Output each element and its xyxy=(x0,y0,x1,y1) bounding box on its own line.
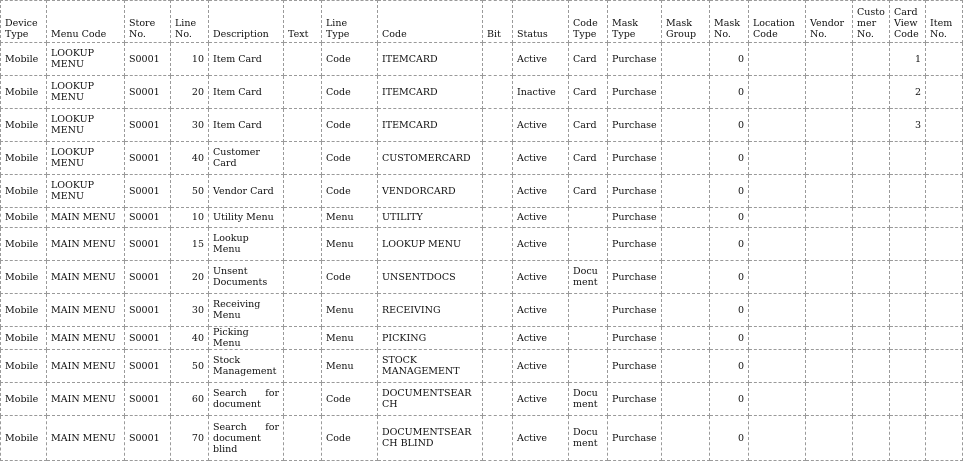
cell-code-type[interactable]: Document xyxy=(569,416,608,461)
cell-menu-code[interactable]: MAIN MENU xyxy=(47,383,125,416)
cell-item-no[interactable] xyxy=(926,383,963,416)
cell-code[interactable]: PICKING xyxy=(378,327,483,350)
col-header-line-type[interactable]: Line Type xyxy=(322,1,378,43)
cell-description[interactable]: Vendor Card xyxy=(209,175,284,208)
cell-description[interactable]: Customer Card xyxy=(209,142,284,175)
cell-mask-no[interactable]: 0 xyxy=(710,327,749,350)
header-row xyxy=(1,1,963,43)
cell-mask-group[interactable] xyxy=(662,327,710,350)
cell-device-type[interactable]: Mobile xyxy=(1,208,47,228)
col-header-mask-group[interactable]: Mask Group xyxy=(662,1,710,43)
cell-card-view-code[interactable] xyxy=(890,261,926,294)
cell-device-type[interactable]: Mobile xyxy=(1,350,47,383)
cell-line-no[interactable]: 40 xyxy=(171,327,209,350)
cell-line-type[interactable]: Menu xyxy=(322,208,378,228)
cell-mask-type[interactable]: Purchase xyxy=(608,76,662,109)
cell-mask-no[interactable]: 0 xyxy=(710,109,749,142)
cell-location-code[interactable] xyxy=(749,109,806,142)
cell-card-view-code[interactable] xyxy=(890,294,926,327)
cell-card-view-code[interactable] xyxy=(890,327,926,350)
cell-mask-type[interactable]: Purchase xyxy=(608,327,662,350)
cell-device-type[interactable]: Mobile xyxy=(1,76,47,109)
col-header-status[interactable]: Status xyxy=(513,1,569,43)
col-header-location-code[interactable]: Location Code xyxy=(749,1,806,43)
cell-line-no[interactable]: 20 xyxy=(171,76,209,109)
cell-customer-no[interactable] xyxy=(853,208,890,228)
col-header-vendor-no[interactable]: Vendor No. xyxy=(806,1,853,43)
cell-text[interactable] xyxy=(284,228,322,261)
cell-item-no[interactable] xyxy=(926,109,963,142)
cell-mask-type[interactable]: Purchase xyxy=(608,175,662,208)
cell-menu-code[interactable]: MAIN MENU xyxy=(47,228,125,261)
cell-card-view-code[interactable] xyxy=(890,383,926,416)
cell-item-no[interactable] xyxy=(926,208,963,228)
table-row[interactable] xyxy=(1,76,963,109)
cell-vendor-no[interactable] xyxy=(806,327,853,350)
cell-code-type[interactable] xyxy=(569,208,608,228)
cell-mask-no[interactable]: 0 xyxy=(710,208,749,228)
cell-code-type[interactable]: Card xyxy=(569,142,608,175)
cell-mask-group[interactable] xyxy=(662,228,710,261)
cell-item-no[interactable] xyxy=(926,327,963,350)
cell-store-no[interactable]: S0001 xyxy=(125,43,171,76)
cell-code-type[interactable]: Card xyxy=(569,76,608,109)
cell-device-type[interactable]: Mobile xyxy=(1,43,47,76)
cell-store-no[interactable]: S0001 xyxy=(125,228,171,261)
cell-code[interactable]: UTILITY xyxy=(378,208,483,228)
col-header-text[interactable]: Text xyxy=(284,1,322,43)
cell-status[interactable]: Active xyxy=(513,350,569,383)
cell-vendor-no[interactable] xyxy=(806,208,853,228)
cell-customer-no[interactable] xyxy=(853,228,890,261)
cell-status[interactable]: Active xyxy=(513,261,569,294)
cell-customer-no[interactable] xyxy=(853,350,890,383)
cell-device-type[interactable]: Mobile xyxy=(1,175,47,208)
cell-text[interactable] xyxy=(284,350,322,383)
cell-mask-group[interactable] xyxy=(662,76,710,109)
cell-customer-no[interactable] xyxy=(853,383,890,416)
cell-mask-type[interactable]: Purchase xyxy=(608,261,662,294)
cell-store-no[interactable]: S0001 xyxy=(125,327,171,350)
cell-status[interactable]: Active xyxy=(513,294,569,327)
cell-line-type[interactable]: Code xyxy=(322,43,378,76)
cell-status[interactable]: Active xyxy=(513,383,569,416)
cell-line-no[interactable]: 15 xyxy=(171,228,209,261)
cell-location-code[interactable] xyxy=(749,416,806,461)
cell-bit[interactable] xyxy=(483,175,513,208)
cell-menu-code[interactable]: MAIN MENU xyxy=(47,261,125,294)
cell-item-no[interactable] xyxy=(926,350,963,383)
cell-line-type[interactable]: Code xyxy=(322,109,378,142)
cell-store-no[interactable]: S0001 xyxy=(125,142,171,175)
cell-location-code[interactable] xyxy=(749,208,806,228)
cell-device-type[interactable]: Mobile xyxy=(1,416,47,461)
cell-customer-no[interactable] xyxy=(853,294,890,327)
cell-line-no[interactable]: 10 xyxy=(171,208,209,228)
col-header-item-no[interactable]: Item No. xyxy=(926,1,963,43)
cell-item-no[interactable] xyxy=(926,43,963,76)
cell-code[interactable]: DOCUMENTSEARCH BLIND xyxy=(378,416,483,461)
cell-store-no[interactable]: S0001 xyxy=(125,294,171,327)
cell-status[interactable]: Active xyxy=(513,416,569,461)
cell-line-type[interactable]: Code xyxy=(322,175,378,208)
col-header-description[interactable]: Description xyxy=(209,1,284,43)
cell-mask-group[interactable] xyxy=(662,109,710,142)
cell-location-code[interactable] xyxy=(749,142,806,175)
cell-line-type[interactable]: Code xyxy=(322,416,378,461)
cell-store-no[interactable]: S0001 xyxy=(125,416,171,461)
cell-location-code[interactable] xyxy=(749,327,806,350)
cell-item-no[interactable] xyxy=(926,76,963,109)
cell-code-type[interactable]: Card xyxy=(569,43,608,76)
cell-mask-type[interactable]: Purchase xyxy=(608,294,662,327)
cell-location-code[interactable] xyxy=(749,175,806,208)
cell-code-type[interactable]: Card xyxy=(569,109,608,142)
cell-card-view-code[interactable] xyxy=(890,416,926,461)
cell-menu-code[interactable]: LOOKUP MENU xyxy=(47,43,125,76)
cell-status[interactable]: Active xyxy=(513,175,569,208)
cell-mask-group[interactable] xyxy=(662,416,710,461)
cell-store-no[interactable]: S0001 xyxy=(125,175,171,208)
cell-mask-type[interactable]: Purchase xyxy=(608,383,662,416)
cell-bit[interactable] xyxy=(483,261,513,294)
cell-line-no[interactable]: 10 xyxy=(171,43,209,76)
cell-bit[interactable] xyxy=(483,327,513,350)
cell-code-type[interactable]: Card xyxy=(569,175,608,208)
cell-mask-no[interactable]: 0 xyxy=(710,175,749,208)
cell-line-type[interactable]: Code xyxy=(322,76,378,109)
table-row[interactable] xyxy=(1,43,963,76)
cell-mask-group[interactable] xyxy=(662,383,710,416)
col-header-code[interactable]: Code xyxy=(378,1,483,43)
cell-location-code[interactable] xyxy=(749,43,806,76)
cell-text[interactable] xyxy=(284,416,322,461)
cell-mask-group[interactable] xyxy=(662,350,710,383)
cell-customer-no[interactable] xyxy=(853,142,890,175)
cell-customer-no[interactable] xyxy=(853,327,890,350)
cell-bit[interactable] xyxy=(483,109,513,142)
cell-text[interactable] xyxy=(284,43,322,76)
cell-status[interactable]: Inactive xyxy=(513,76,569,109)
cell-code[interactable]: ITEMCARD xyxy=(378,43,483,76)
cell-mask-group[interactable] xyxy=(662,43,710,76)
cell-line-no[interactable]: 70 xyxy=(171,416,209,461)
col-header-menu-code[interactable]: Menu Code xyxy=(47,1,125,43)
cell-card-view-code[interactable]: 3 xyxy=(890,109,926,142)
col-header-line-no[interactable]: Line No. xyxy=(171,1,209,43)
table-row[interactable] xyxy=(1,327,963,350)
cell-description[interactable]: Item Card xyxy=(209,43,284,76)
cell-item-no[interactable] xyxy=(926,416,963,461)
cell-device-type[interactable]: Mobile xyxy=(1,109,47,142)
table-row[interactable] xyxy=(1,142,963,175)
cell-menu-code[interactable]: LOOKUP MENU xyxy=(47,109,125,142)
cell-vendor-no[interactable] xyxy=(806,294,853,327)
cell-description[interactable]: Search for document xyxy=(209,383,284,416)
cell-mask-type[interactable]: Purchase xyxy=(608,142,662,175)
cell-description[interactable]: Stock Management xyxy=(209,350,284,383)
cell-customer-no[interactable] xyxy=(853,109,890,142)
cell-line-no[interactable]: 30 xyxy=(171,294,209,327)
cell-mask-no[interactable]: 0 xyxy=(710,142,749,175)
cell-status[interactable]: Active xyxy=(513,208,569,228)
cell-card-view-code[interactable] xyxy=(890,175,926,208)
cell-mask-type[interactable]: Purchase xyxy=(608,416,662,461)
table-row[interactable] xyxy=(1,261,963,294)
cell-vendor-no[interactable] xyxy=(806,43,853,76)
cell-menu-code[interactable]: MAIN MENU xyxy=(47,350,125,383)
cell-code[interactable]: RECEIVING xyxy=(378,294,483,327)
cell-menu-code[interactable]: MAIN MENU xyxy=(47,208,125,228)
cell-device-type[interactable]: Mobile xyxy=(1,327,47,350)
cell-line-no[interactable]: 50 xyxy=(171,350,209,383)
cell-status[interactable]: Active xyxy=(513,43,569,76)
cell-line-type[interactable]: Menu xyxy=(322,350,378,383)
cell-code[interactable]: VENDORCARD xyxy=(378,175,483,208)
cell-mask-no[interactable]: 0 xyxy=(710,383,749,416)
cell-mask-group[interactable] xyxy=(662,142,710,175)
cell-item-no[interactable] xyxy=(926,142,963,175)
cell-text[interactable] xyxy=(284,142,322,175)
col-header-code-type[interactable]: Code Type xyxy=(569,1,608,43)
cell-device-type[interactable]: Mobile xyxy=(1,383,47,416)
cell-code[interactable]: DOCUMENTSEARCH xyxy=(378,383,483,416)
cell-vendor-no[interactable] xyxy=(806,228,853,261)
cell-item-no[interactable] xyxy=(926,228,963,261)
cell-bit[interactable] xyxy=(483,142,513,175)
cell-text[interactable] xyxy=(284,175,322,208)
cell-menu-code[interactable]: LOOKUP MENU xyxy=(47,175,125,208)
cell-card-view-code[interactable] xyxy=(890,142,926,175)
cell-mask-no[interactable]: 0 xyxy=(710,43,749,76)
cell-vendor-no[interactable] xyxy=(806,142,853,175)
cell-description[interactable]: Lookup Menu xyxy=(209,228,284,261)
cell-item-no[interactable] xyxy=(926,294,963,327)
cell-line-no[interactable]: 60 xyxy=(171,383,209,416)
cell-description[interactable]: Search for document blind xyxy=(209,416,284,461)
cell-store-no[interactable]: S0001 xyxy=(125,383,171,416)
cell-code-type[interactable]: Document xyxy=(569,261,608,294)
cell-status[interactable]: Active xyxy=(513,228,569,261)
cell-menu-code[interactable]: MAIN MENU xyxy=(47,327,125,350)
cell-location-code[interactable] xyxy=(749,294,806,327)
cell-code[interactable]: LOOKUP MENU xyxy=(378,228,483,261)
cell-vendor-no[interactable] xyxy=(806,76,853,109)
cell-vendor-no[interactable] xyxy=(806,261,853,294)
table-row[interactable] xyxy=(1,175,963,208)
cell-description[interactable]: Item Card xyxy=(209,109,284,142)
cell-location-code[interactable] xyxy=(749,228,806,261)
cell-text[interactable] xyxy=(284,327,322,350)
cell-location-code[interactable] xyxy=(749,350,806,383)
cell-line-type[interactable]: Code xyxy=(322,142,378,175)
cell-code-type[interactable] xyxy=(569,327,608,350)
cell-card-view-code[interactable]: 2 xyxy=(890,76,926,109)
cell-line-type[interactable]: Menu xyxy=(322,228,378,261)
cell-location-code[interactable] xyxy=(749,76,806,109)
cell-code[interactable]: STOCK MANAGEMENT xyxy=(378,350,483,383)
cell-line-type[interactable]: Code xyxy=(322,261,378,294)
col-header-bit[interactable]: Bit xyxy=(483,1,513,43)
cell-text[interactable] xyxy=(284,208,322,228)
cell-text[interactable] xyxy=(284,76,322,109)
cell-store-no[interactable]: S0001 xyxy=(125,261,171,294)
cell-code[interactable]: ITEMCARD xyxy=(378,76,483,109)
cell-code[interactable]: UNSENTDOCS xyxy=(378,261,483,294)
cell-mask-type[interactable]: Purchase xyxy=(608,109,662,142)
table-row[interactable] xyxy=(1,350,963,383)
cell-vendor-no[interactable] xyxy=(806,416,853,461)
cell-bit[interactable] xyxy=(483,76,513,109)
cell-description[interactable]: Item Card xyxy=(209,76,284,109)
cell-mask-type[interactable]: Purchase xyxy=(608,208,662,228)
cell-mask-group[interactable] xyxy=(662,261,710,294)
cell-code[interactable]: CUSTOMERCARD xyxy=(378,142,483,175)
cell-mask-no[interactable]: 0 xyxy=(710,228,749,261)
cell-mask-no[interactable]: 0 xyxy=(710,261,749,294)
cell-store-no[interactable]: S0001 xyxy=(125,76,171,109)
cell-code[interactable]: ITEMCARD xyxy=(378,109,483,142)
cell-vendor-no[interactable] xyxy=(806,175,853,208)
cell-bit[interactable] xyxy=(483,228,513,261)
cell-code-type[interactable] xyxy=(569,350,608,383)
col-header-store-no[interactable]: Store No. xyxy=(125,1,171,43)
cell-mask-type[interactable]: Purchase xyxy=(608,228,662,261)
table-row[interactable] xyxy=(1,294,963,327)
cell-text[interactable] xyxy=(284,261,322,294)
cell-card-view-code[interactable] xyxy=(890,228,926,261)
cell-description[interactable]: Receiving Menu xyxy=(209,294,284,327)
cell-text[interactable] xyxy=(284,109,322,142)
cell-description[interactable]: Unsent Documents xyxy=(209,261,284,294)
cell-card-view-code[interactable]: 1 xyxy=(890,43,926,76)
cell-customer-no[interactable] xyxy=(853,43,890,76)
cell-code-type[interactable] xyxy=(569,228,608,261)
cell-mask-no[interactable]: 0 xyxy=(710,76,749,109)
cell-menu-code[interactable]: LOOKUP MENU xyxy=(47,76,125,109)
cell-customer-no[interactable] xyxy=(853,175,890,208)
cell-bit[interactable] xyxy=(483,294,513,327)
cell-mask-type[interactable]: Purchase xyxy=(608,350,662,383)
cell-customer-no[interactable] xyxy=(853,416,890,461)
cell-device-type[interactable]: Mobile xyxy=(1,294,47,327)
cell-bit[interactable] xyxy=(483,416,513,461)
cell-vendor-no[interactable] xyxy=(806,109,853,142)
cell-line-no[interactable]: 20 xyxy=(171,261,209,294)
cell-status[interactable]: Active xyxy=(513,109,569,142)
col-header-mask-no[interactable]: Mask No. xyxy=(710,1,749,43)
cell-mask-no[interactable]: 0 xyxy=(710,416,749,461)
cell-status[interactable]: Active xyxy=(513,142,569,175)
cell-bit[interactable] xyxy=(483,383,513,416)
cell-card-view-code[interactable] xyxy=(890,208,926,228)
cell-line-no[interactable]: 40 xyxy=(171,142,209,175)
cell-mask-group[interactable] xyxy=(662,175,710,208)
table-row[interactable] xyxy=(1,416,963,461)
cell-line-type[interactable]: Menu xyxy=(322,294,378,327)
cell-card-view-code[interactable] xyxy=(890,350,926,383)
cell-line-type[interactable]: Menu xyxy=(322,327,378,350)
cell-mask-type[interactable]: Purchase xyxy=(608,43,662,76)
cell-text[interactable] xyxy=(284,294,322,327)
cell-location-code[interactable] xyxy=(749,261,806,294)
cell-code-type[interactable] xyxy=(569,294,608,327)
cell-customer-no[interactable] xyxy=(853,261,890,294)
cell-status[interactable]: Active xyxy=(513,327,569,350)
cell-line-no[interactable]: 30 xyxy=(171,109,209,142)
table-row[interactable] xyxy=(1,228,963,261)
cell-line-type[interactable]: Code xyxy=(322,383,378,416)
col-header-card-view-code[interactable]: Card View Code xyxy=(890,1,926,43)
table-row[interactable] xyxy=(1,383,963,416)
cell-device-type[interactable]: Mobile xyxy=(1,228,47,261)
col-header-customer-no[interactable]: Customer No. xyxy=(853,1,890,43)
table-row[interactable] xyxy=(1,109,963,142)
cell-description[interactable]: Picking Menu xyxy=(209,327,284,350)
cell-device-type[interactable]: Mobile xyxy=(1,261,47,294)
cell-bit[interactable] xyxy=(483,208,513,228)
col-header-device-type[interactable]: Device Type xyxy=(1,1,47,43)
cell-mask-no[interactable]: 0 xyxy=(710,294,749,327)
cell-mask-group[interactable] xyxy=(662,294,710,327)
cell-text[interactable] xyxy=(284,383,322,416)
cell-bit[interactable] xyxy=(483,43,513,76)
cell-menu-code[interactable]: MAIN MENU xyxy=(47,416,125,461)
cell-mask-no[interactable]: 0 xyxy=(710,350,749,383)
cell-device-type[interactable]: Mobile xyxy=(1,142,47,175)
cell-location-code[interactable] xyxy=(749,383,806,416)
cell-item-no[interactable] xyxy=(926,175,963,208)
cell-store-no[interactable]: S0001 xyxy=(125,109,171,142)
cell-line-no[interactable]: 50 xyxy=(171,175,209,208)
cell-vendor-no[interactable] xyxy=(806,350,853,383)
cell-vendor-no[interactable] xyxy=(806,383,853,416)
cell-code-type[interactable]: Document xyxy=(569,383,608,416)
cell-store-no[interactable]: S0001 xyxy=(125,350,171,383)
cell-item-no[interactable] xyxy=(926,261,963,294)
col-header-mask-type[interactable]: Mask Type xyxy=(608,1,662,43)
cell-bit[interactable] xyxy=(483,350,513,383)
table-row[interactable] xyxy=(1,208,963,228)
cell-mask-group[interactable] xyxy=(662,208,710,228)
cell-description[interactable]: Utility Menu xyxy=(209,208,284,228)
cell-menu-code[interactable]: LOOKUP MENU xyxy=(47,142,125,175)
cell-menu-code[interactable]: MAIN MENU xyxy=(47,294,125,327)
cell-customer-no[interactable] xyxy=(853,76,890,109)
cell-store-no[interactable]: S0001 xyxy=(125,208,171,228)
